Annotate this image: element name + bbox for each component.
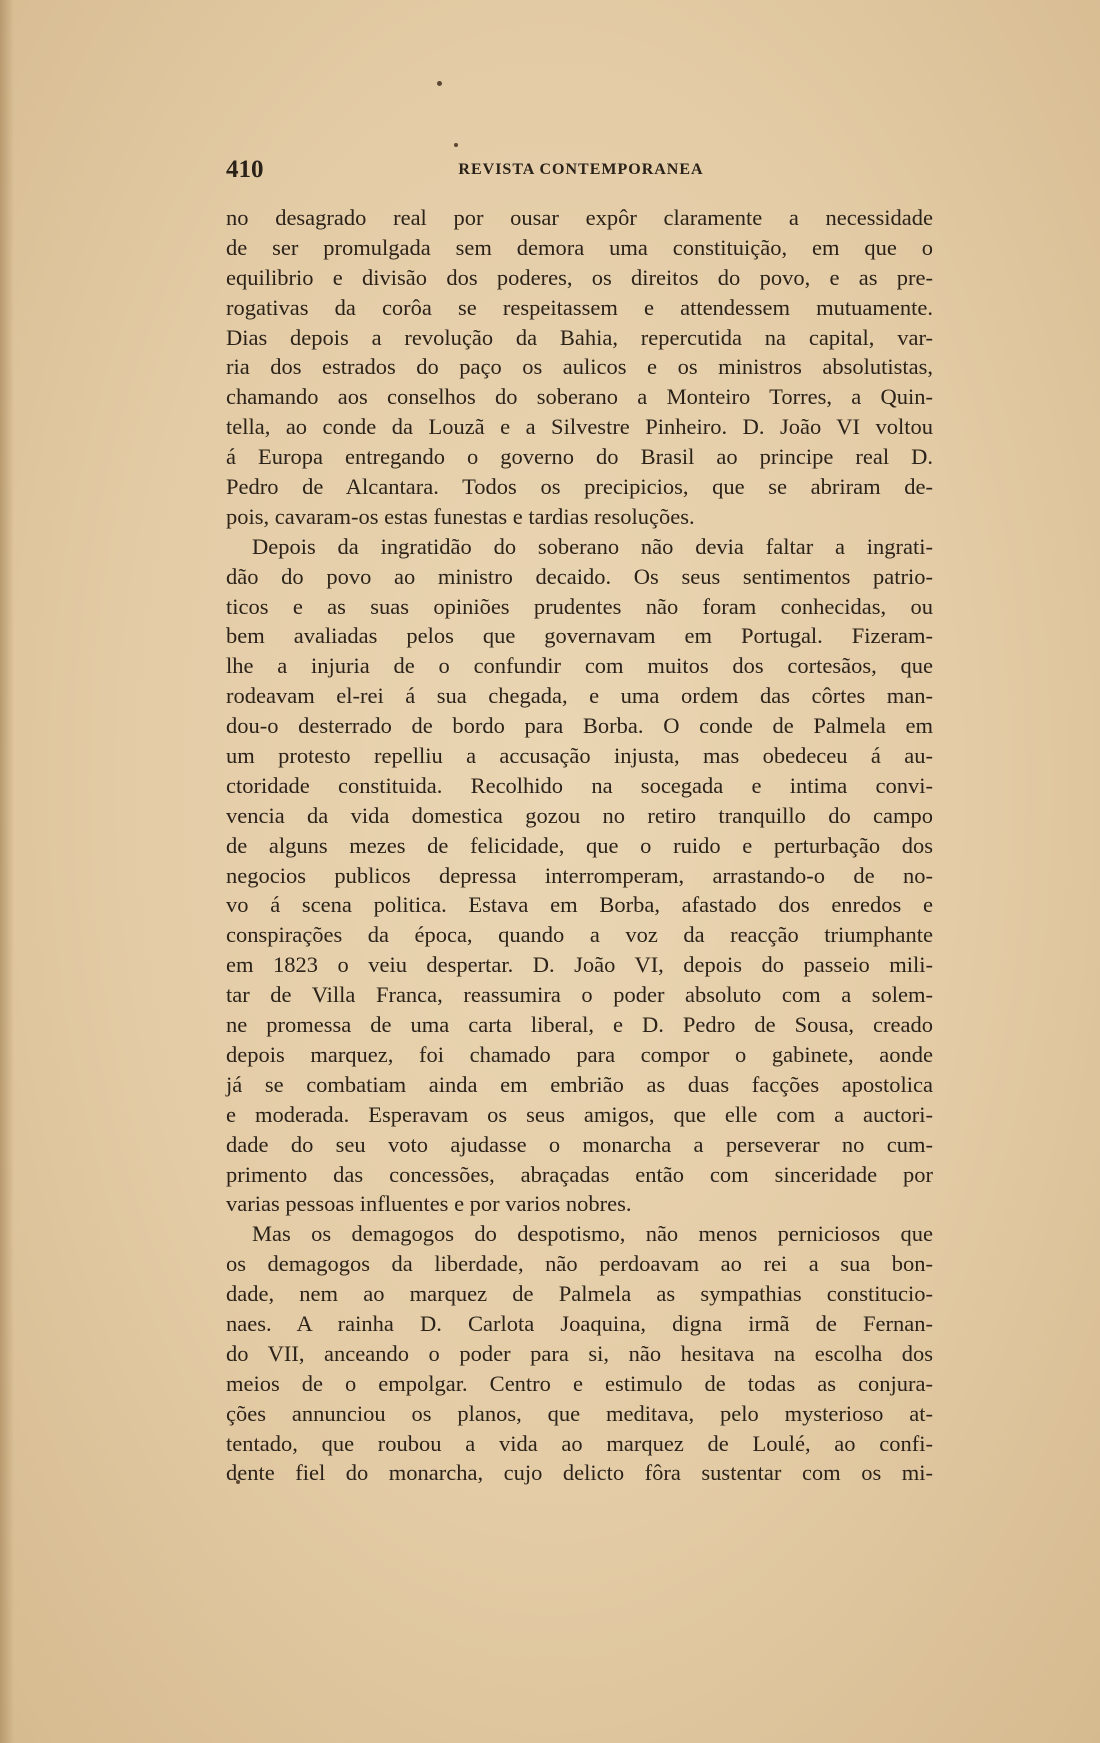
text-line: primento das concessões, abraçadas então com sinceridade por [226, 1161, 933, 1187]
text-line: pois, cavaram-os estas funestas e tardias resoluções. [226, 503, 695, 529]
text-line: dente fiel do monarcha, cujo delicto fôra sustentar com os mi- [226, 1460, 933, 1486]
text-line: os demagogos da liberdade, não perdoavam ao rei a sua bon- [226, 1251, 933, 1277]
page-number: 410 [226, 156, 264, 183]
text-line: Mas os demagogos do despotismo, não menos perniciosos que [252, 1221, 933, 1247]
text-line: vencia da vida domestica gozou no retiro tranquillo do campo [226, 802, 933, 828]
text-line: chamando aos conselhos do soberano a Monteiro Torres, a Quin- [226, 384, 933, 410]
text-line: ria dos estrados do paço os aulicos e os ministros absolutistas, [226, 354, 933, 380]
text-line: naes. A rainha D. Carlota Joaquina, digna irmã de Fernan- [226, 1310, 933, 1336]
text-line: dade do seu voto ajudasse o monarcha a perseverar no cum- [226, 1131, 933, 1157]
text-line: tella, ao conde da Louzã e a Silvestre Pinheiro. D. João VI voltou [226, 414, 933, 440]
text-line: tar de Villa Franca, reassumira o poder absoluto com a solem- [226, 982, 933, 1008]
text-line: do VII, anceando o poder para si, não hesitava na escolha dos [226, 1340, 933, 1366]
text-line: Pedro de Alcantara. Todos os precipicios, que se abriram de- [226, 474, 933, 500]
text-line: no desagrado real por ousar expôr claramente a necessidade [226, 205, 933, 230]
text-line: negocios publicos depressa interromperam, arrastando-o de no- [226, 862, 933, 888]
text-line: depois marquez, foi chamado para compor o gabinete, aonde [226, 1041, 933, 1067]
text-line: já se combatiam ainda em embrião as duas facções apostolica [226, 1071, 933, 1097]
text-line: conspirações da época, quando a voz da reacção triumphante [226, 922, 933, 948]
text-line: de ser promulgada sem demora uma constituição, em que o [226, 234, 933, 260]
text-line: rodeavam el-rei á sua chegada, e uma ordem das côrtes man- [226, 683, 933, 709]
text-line: dade, nem ao marquez de Palmela as sympathias constitucio- [226, 1281, 933, 1307]
text-line: equilibrio e divisão dos poderes, os direitos do povo, e as pre- [226, 264, 933, 290]
text-line: lhe a injuria de o confundir com muitos dos cortesãos, que [226, 653, 933, 679]
text-line: Dias depois a revolução da Bahia, repercutida na capital, var- [226, 324, 933, 350]
text-line: meios de o empolgar. Centro e estimulo de todas as conjura- [226, 1370, 933, 1396]
text-line: bem avaliadas pelos que governavam em Portugal. Fizeram- [226, 623, 933, 649]
text-line: tentado, que roubou a vida ao marquez de Loulé, ao confi- [226, 1430, 933, 1456]
text-line: em 1823 o veiu despertar. D. João VI, depois do passeio mili- [226, 952, 933, 978]
page-edge-shadow [0, 0, 14, 1743]
text-line: dou-o desterrado de bordo para Borba. O conde de Palmela em [226, 713, 933, 739]
text-line: e moderada. Esperavam os seus amigos, que elle com a auctori- [226, 1101, 933, 1127]
text-line: ções annunciou os planos, que meditava, pelo mysterioso at- [226, 1400, 933, 1426]
text-line: ticos e as suas opiniões prudentes não foram conhecidas, ou [226, 593, 933, 619]
page-header [226, 156, 936, 186]
text-line: varias pessoas influentes e por varios nobres. [226, 1191, 632, 1217]
text-line: dão do povo ao ministro decaido. Os seus sentimentos patrio- [226, 563, 933, 589]
ink-speck [454, 143, 458, 147]
body-text [226, 203, 933, 1488]
text-line: vo á scena politica. Estava em Borba, afastado dos enredos e [226, 892, 933, 918]
text-line: ne promessa de uma carta liberal, e D. Pedro de Sousa, creado [226, 1012, 933, 1038]
text-line: um protesto repelliu a accusação injusta, mas obedeceu á au- [226, 743, 933, 769]
text-line: ctoridade constituida. Recolhido na socegada e intima convi- [226, 772, 933, 798]
text-line: rogativas da corôa se respeitassem e attendessem mutuamente. [226, 294, 933, 320]
text-line: á Europa entregando o governo do Brasil ao principe real D. [226, 444, 933, 470]
text-line: de alguns mezes de felicidade, que o ruido e perturbação dos [226, 832, 933, 858]
text-line: Depois da ingratidão do soberano não devia faltar a ingrati- [252, 533, 933, 559]
ink-speck [437, 81, 442, 86]
running-title: REVISTA CONTEMPORANEA [458, 161, 704, 178]
